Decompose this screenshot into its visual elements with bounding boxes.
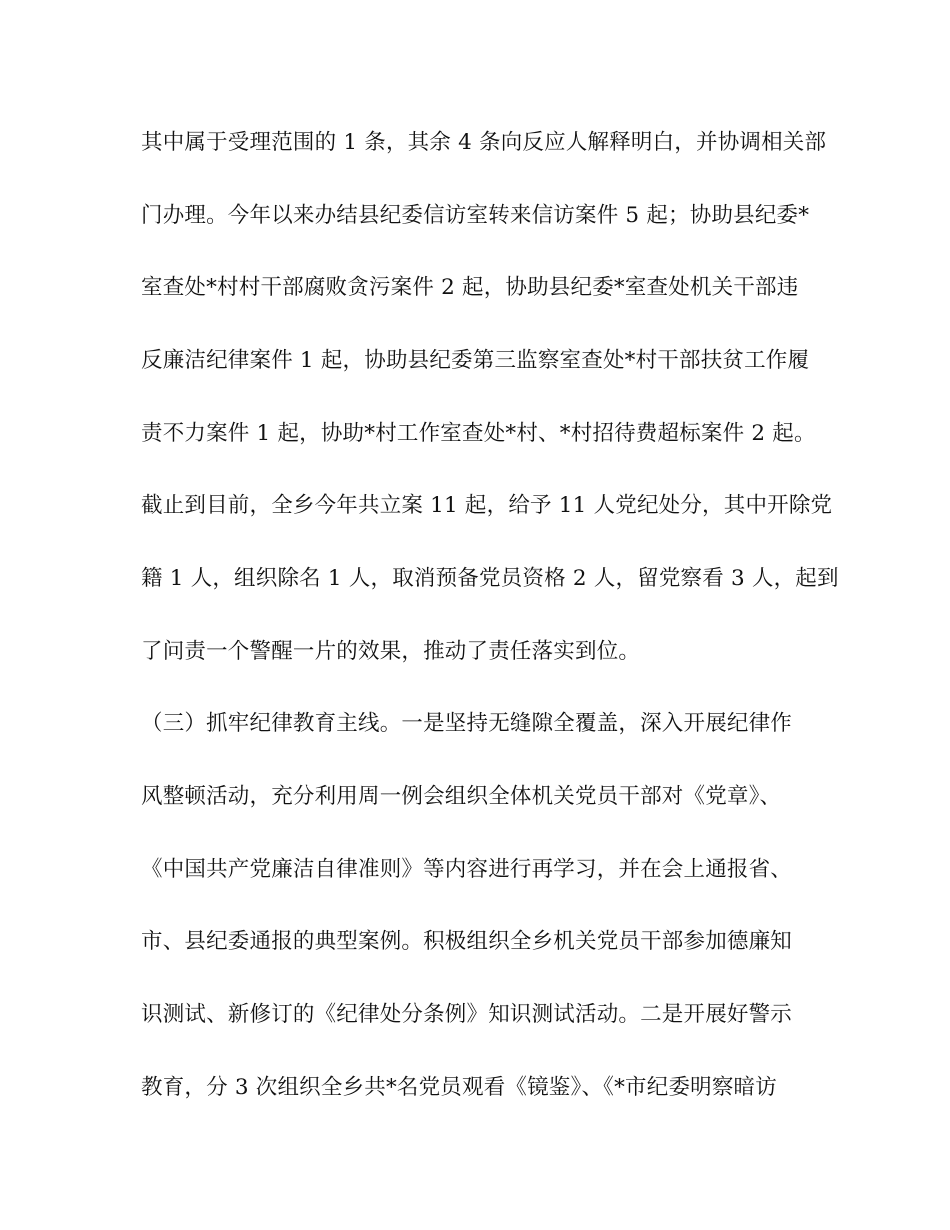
text-line-10: 风整顿活动，充分利用周一例会组织全体机关党员干部对《党章》、 [141, 784, 782, 809]
text-line-8: 了问责一个警醒一片的效果，推动了责任落实到位。 [141, 639, 641, 664]
text-line-12: 市、县纪委通报的典型案例。积极组织全乡机关党员干部参加德廉知 [141, 929, 793, 954]
text-line-11: 《中国共产党廉洁自律准则》等内容进行再学习，并在会上通报省、 [141, 857, 793, 882]
text-line-7: 籍 1 人，组织除名 1 人，取消预备党员资格 2 人，留党察看 3 人，起到 [141, 566, 839, 591]
text-line-3: 室查处*村村干部腐败贪污案件 2 起，协助县纪委*室查处机关干部违 [141, 275, 799, 300]
text-line-4: 反廉洁纪律案件 1 起，协助县纪委第三监察室查处*村干部扶贫工作履 [141, 348, 810, 373]
text-line-14: 教育，分 3 次组织全乡共*名党员观看《镜鉴》、《*市纪委明察暗访 [141, 1075, 777, 1100]
text-line-1: 其中属于受理范围的 1 条，其余 4 条向反应人解释明白，并协调相关部 [141, 130, 827, 155]
section-heading-line: （三）抓牢纪律教育主线。一是坚持无缝隙全覆盖，深入开展纪律作 [141, 711, 793, 736]
text-line-13: 识测试、新修订的《纪律处分条例》知识测试活动。二是开展好警示 [141, 1002, 793, 1027]
text-line-5: 责不力案件 1 起，协助*村工作室查处*村、*村招待费超标案件 2 起。 [141, 421, 816, 446]
text-line-6: 截止到目前，全乡今年共立案 11 起，给予 11 人党纪处分，其中开除党 [141, 493, 833, 518]
text-line-2: 门办理。今年以来办结县纪委信访室转来信访案件 5 起；协助县纪委* [141, 203, 810, 228]
